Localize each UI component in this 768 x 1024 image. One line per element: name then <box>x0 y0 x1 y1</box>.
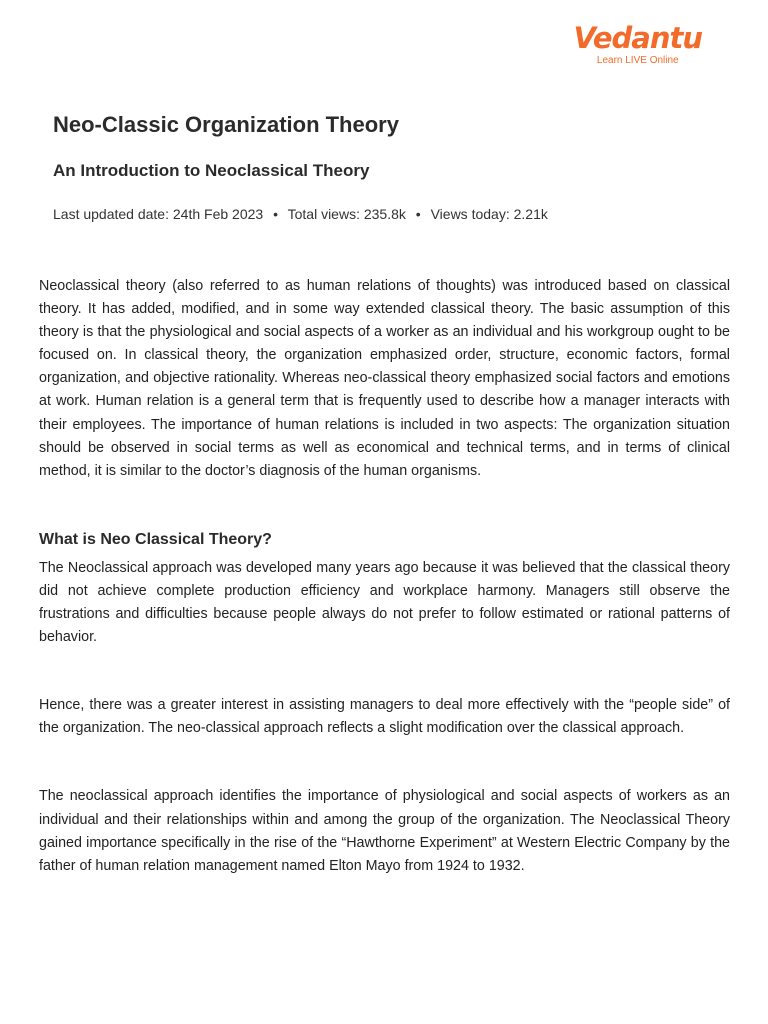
body-paragraph-2: Hence, there was a greater interest in assisting managers to deal more effectively with the “people side” of the organization. The neo-classical approach reflects a slight modification over the classical approach. <box>39 697 730 737</box>
page-subtitle: An Introduction to Neoclassical Theory <box>53 161 370 180</box>
meta-separator: • <box>415 206 421 222</box>
section-heading: What is Neo Classical Theory? <box>39 530 272 548</box>
logo-wordmark: Vedantu <box>573 21 702 55</box>
vedantu-logo <box>574 22 702 67</box>
last-updated-date: Last updated date: 24th Feb 2023 <box>53 206 264 222</box>
article-body <box>39 275 730 878</box>
article-meta <box>53 204 723 224</box>
meta-separator: • <box>273 206 278 222</box>
body-paragraph-3: The neoclassical approach identifies the importance of physiological and social aspects of workers as an individual and their relationships within and among the group of the organization. The Neoclassical Theory gained importance specifically in the rise of the “Hawthorne Experiment” at Western Electric Company by the father of human relation management named Elton Mayo from 1924 to 1932. <box>39 788 730 874</box>
total-views: Total views: 235.8k <box>287 206 406 222</box>
logo-tagline: Learn LIVE Online <box>596 55 679 66</box>
body-paragraph-1: The Neoclassical approach was developed many years ago because it was believed that the classical theory did not achieve complete production efficiency and workplace harmony. Managers still observe the frustrations and difficulties because people always do not prefer to follow estimated or rational patterns of behavior. <box>39 559 730 646</box>
page-title: Neo-Classic Organization Theory <box>53 112 399 137</box>
views-today: Views today: 2.21k <box>430 206 548 222</box>
article-header <box>53 110 723 224</box>
intro-paragraph: Neoclassical theory (also referred to as human relations of thoughts) was introduced based on classical theory. It has added, modified, and in some way extended classical theory. The basic assumption of this theory is that the physiological and social aspects of a worker as an individual and his workgroup ought to be focused on. In classical theory, the organization emphasized order, structure, economic factors, formal organization, and objective rationality. Whereas neo-classical theory emphasized social factors and emotions at work. Human relation is a general term that is frequently used to describe how a manager interacts with their employees. The importance of human relations is included in two aspects: The organization situation should be observed in social terms as well as economical and technical terms, and in terms of clinical method, it is similar to the doctor’s diagnosis of the human organisms. <box>39 278 730 479</box>
